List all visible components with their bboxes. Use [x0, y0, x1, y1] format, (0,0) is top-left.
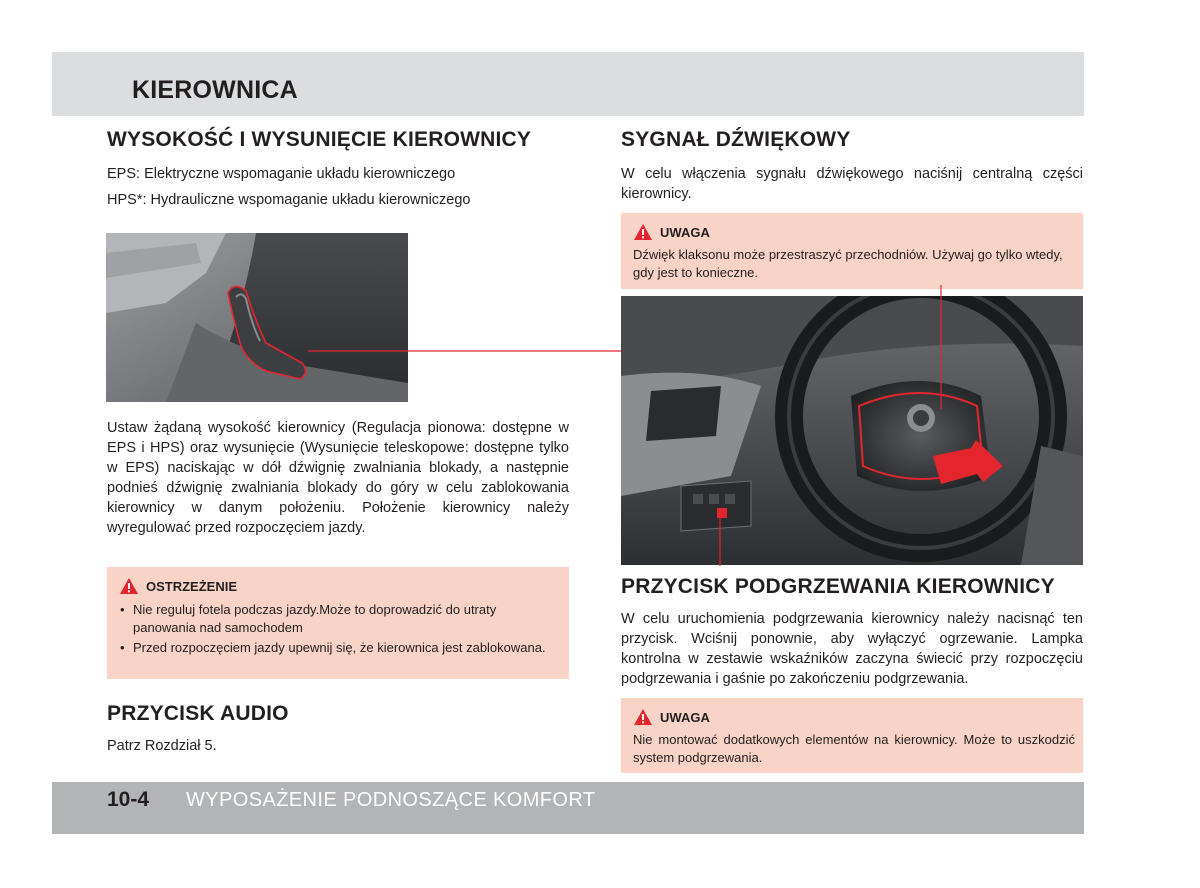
- caution-title-row: [633, 708, 710, 726]
- caution-box-horn: [621, 213, 1083, 289]
- warning-title-row: [119, 577, 237, 595]
- heated-wheel-description: W celu uruchomienia podgrzewania kierownicy należy nacisnąć ten przycisk. Wciśnij ponownie, aby wyłączyć ogrzewanie. Lampka kontrolna w zestawie wskaźników zaczyna świecić przy rozpoczęciu podgrzewania i gaśnie po zakończeniu podgrzewania.: [621, 611, 1083, 687]
- caution-title-row: [633, 223, 710, 241]
- caution-text: Dźwięk klaksonu może przestraszyć przechodniów. Używaj go tylko wtedy, gdy jest to konieczne.: [633, 247, 1063, 280]
- caution-box-heating: [621, 698, 1083, 773]
- warning-triangle-icon: [633, 708, 653, 726]
- page-title: KIEROWNICA: [132, 76, 298, 104]
- audio-reference: Patrz Rozdział 5.: [107, 738, 217, 754]
- hps-line: HPS*: Hydrauliczne wspomaganie układu kierowniczego: [107, 192, 471, 208]
- steering-wheel-photo: [621, 296, 1083, 565]
- callout-connector-horn: [935, 285, 947, 415]
- section-heading-horn: SYGNAŁ DŹWIĘKOWY: [621, 128, 851, 151]
- steering-wheel-illustration: [621, 296, 1083, 565]
- warning-triangle-icon: [633, 223, 653, 241]
- page-number: 10-4: [107, 788, 150, 811]
- caution-title: UWAGA: [660, 709, 710, 725]
- eps-line: EPS: Elektryczne wspomaganie układu kierowniczego: [107, 166, 456, 182]
- caution-text: Nie montować dodatkowych elementów na kierownicy. Może to uszkodzić system podgrzewania.: [633, 732, 1075, 765]
- warning-title: OSTRZEŻENIE: [146, 578, 238, 594]
- warning-triangle-icon: [119, 577, 139, 595]
- caution-title: UWAGA: [660, 224, 710, 240]
- section-heading-heated-wheel: PRZYCISK PODGRZEWANIA KIEROWNICY: [621, 575, 1055, 598]
- chapter-title: WYPOSAŻENIE PODNOSZĄCE KOMFORT: [186, 789, 596, 811]
- section-heading-height-reach: WYSOKOŚĆ I WYSUNIĘCIE KIEROWNICY: [107, 128, 532, 151]
- callout-connector-heating: [714, 508, 726, 568]
- section-heading-audio: PRZYCISK AUDIO: [107, 702, 289, 725]
- warning-item: • Przed rozpoczęciem jazdy upewnij się, że kierownica jest zablokowana.: [119, 639, 559, 657]
- warning-item: • Nie reguluj fotela podczas jazdy.Może to doprowadzić do utraty panowania nad samochodem: [119, 601, 559, 637]
- warning-box: [107, 567, 569, 679]
- horn-description: W celu włączenia sygnału dźwiękowego naciśnij centralną części kierownicy.: [621, 166, 1083, 202]
- steering-adjust-description: Ustaw żądaną wysokość kierownicy (Regulacja pionowa: dostępne w EPS i HPS) oraz wysunięcie (Wysunięcie teleskopowe: dostępne tylko w EPS) naciskając w dół dźwignię zwalniania blokady, a następnie podnieś dźwignię zwalniania blokady do góry w celu zablokowania kierownicy w danym położeniu. Położenie kierownicy należy wyregulować przed rozpoczęciem jazdy.: [107, 420, 569, 536]
- warning-list: [119, 601, 559, 659]
